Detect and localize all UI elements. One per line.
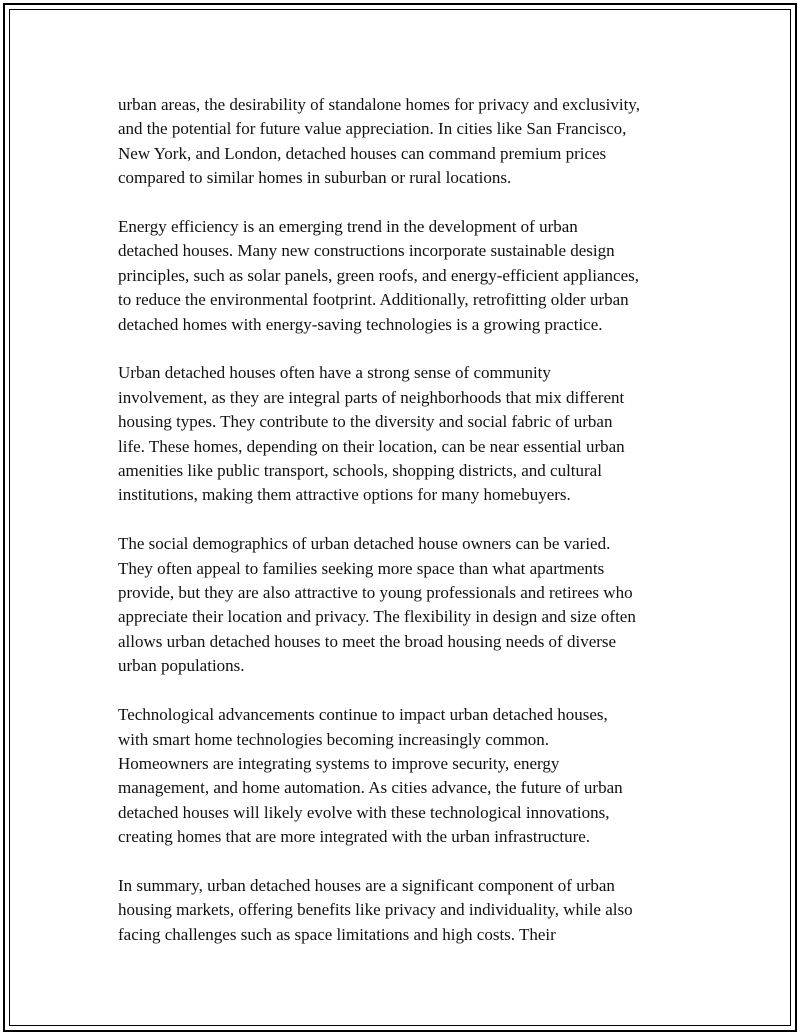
text-line: Technological advancements continue to impact urban detached houses,	[118, 705, 608, 725]
text-line: Homeowners are integrating systems to improve security, energy	[118, 753, 560, 773]
text-line: with smart home technologies becoming increasingly common.	[118, 729, 550, 749]
text-line: facing challenges such as space limitations and high costs. Their	[118, 924, 556, 944]
text-line: institutions, making them attractive options for many homebuyers.	[118, 485, 571, 505]
text-line: creating homes that are more integrated with the urban infrastructure.	[118, 827, 591, 847]
paragraph-5	[118, 703, 698, 849]
text-line: The social demographics of urban detached house owners can be varied.	[118, 534, 611, 554]
text-line: housing types. They contribute to the diversity and social fabric of urban	[118, 412, 613, 432]
text-line: life. These homes, depending on their location, can be near essential urban	[118, 436, 625, 456]
document-body	[118, 93, 698, 972]
text-line: detached houses will likely evolve with these technological innovations,	[118, 802, 610, 822]
paragraph-4	[118, 532, 698, 678]
text-line: Energy efficiency is an emerging trend in the development of urban	[118, 217, 578, 237]
text-line: urban areas, the desirability of standalone homes for privacy and exclusivity,	[118, 95, 640, 114]
text-line: detached homes with energy-saving technologies is a growing practice.	[118, 314, 603, 334]
text-line: involvement, as they are integral parts of neighborhoods that mix different	[118, 387, 625, 407]
text-line: New York, and London, detached houses can command premium prices	[118, 143, 607, 163]
text-line: management, and home automation. As cities advance, the future of urban	[118, 778, 623, 798]
text-line: to reduce the environmental footprint. Additionally, retrofitting older urban	[118, 290, 629, 310]
text-line: allows urban detached houses to meet the broad housing needs of diverse	[118, 631, 617, 651]
text-line: principles, such as solar panels, green roofs, and energy-efficient appliances,	[118, 265, 639, 285]
text-line: appreciate their location and privacy. The flexibility in design and size often	[118, 607, 636, 627]
text-line: housing markets, offering benefits like privacy and individuality, while also	[118, 900, 633, 920]
paragraph-6	[118, 874, 698, 947]
text-line: urban populations.	[118, 656, 245, 676]
text-line: amenities like public transport, schools, shopping districts, and cultural	[118, 461, 602, 481]
paragraph-3	[118, 361, 698, 507]
text-line: detached houses. Many new constructions incorporate sustainable design	[118, 241, 615, 261]
paragraph-2	[118, 215, 698, 337]
text-line: and the potential for future value appreciation. In cities like San Francisco,	[118, 119, 627, 139]
text-line: provide, but they are also attractive to young professionals and retirees who	[118, 583, 633, 603]
text-line: compared to similar homes in suburban or rural locations.	[118, 168, 512, 188]
paragraph-1	[118, 93, 698, 191]
text-line: They often appeal to families seeking more space than what apartments	[118, 558, 605, 578]
text-line: In summary, urban detached houses are a significant component of urban	[118, 875, 615, 895]
text-line: Urban detached houses often have a strong sense of community	[118, 363, 551, 383]
